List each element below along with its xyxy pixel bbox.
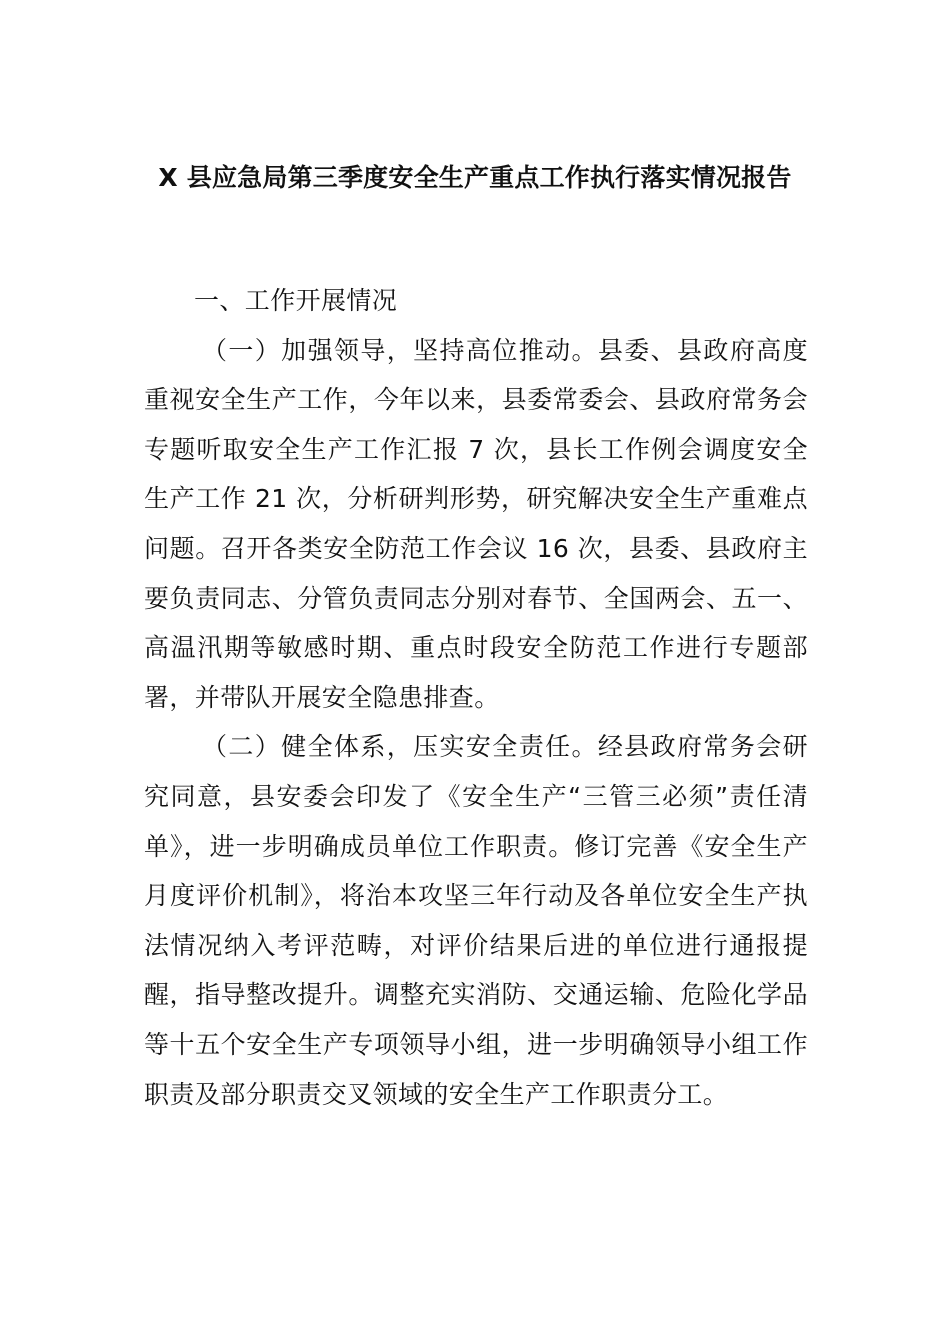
paragraph-1: （一）加强领导，坚持高位推动。县委、县政府高度重视安全生产工作，今年以来，县委常委会、县政府常务会专题听取安全生产工作汇报 7 次，县长工作例会调度安全生产工作 21 次，分析研判形势，研究解决安全生产重难点问题。召开各类安全防范工作会议 16 次，县委、县政府主要负责同志、分管负责同志分别对春节、全国两会、五一、高温汛期等敏感时期、重点时段安全防范工作进行专题部署，并带队开展安全隐患排查。 bbox=[144, 335, 808, 712]
section-heading: 一、工作开展情况 bbox=[194, 286, 398, 315]
document-body bbox=[144, 276, 808, 1119]
paragraph-2: （二）健全体系，压实安全责任。经县政府常务会研究同意，县安委会印发了《安全生产“三管三必须”责任清单》，进一步明确成员单位工作职责。修订完善《安全生产月度评价机制》，将治本攻坚三年行动及各单位安全生产执法情况纳入考评范畴，对评价结果后进的单位进行通报提醒，指导整改提升。调整充实消防、交通运输、危险化学品等十五个安全生产专项领导小组，进一步明确领导小组工作职责及部分职责交叉领域的安全生产工作职责分工。 bbox=[144, 732, 808, 1109]
document-title: X 县应急局第三季度安全生产重点工作执行落实情况报告 bbox=[158, 163, 792, 192]
